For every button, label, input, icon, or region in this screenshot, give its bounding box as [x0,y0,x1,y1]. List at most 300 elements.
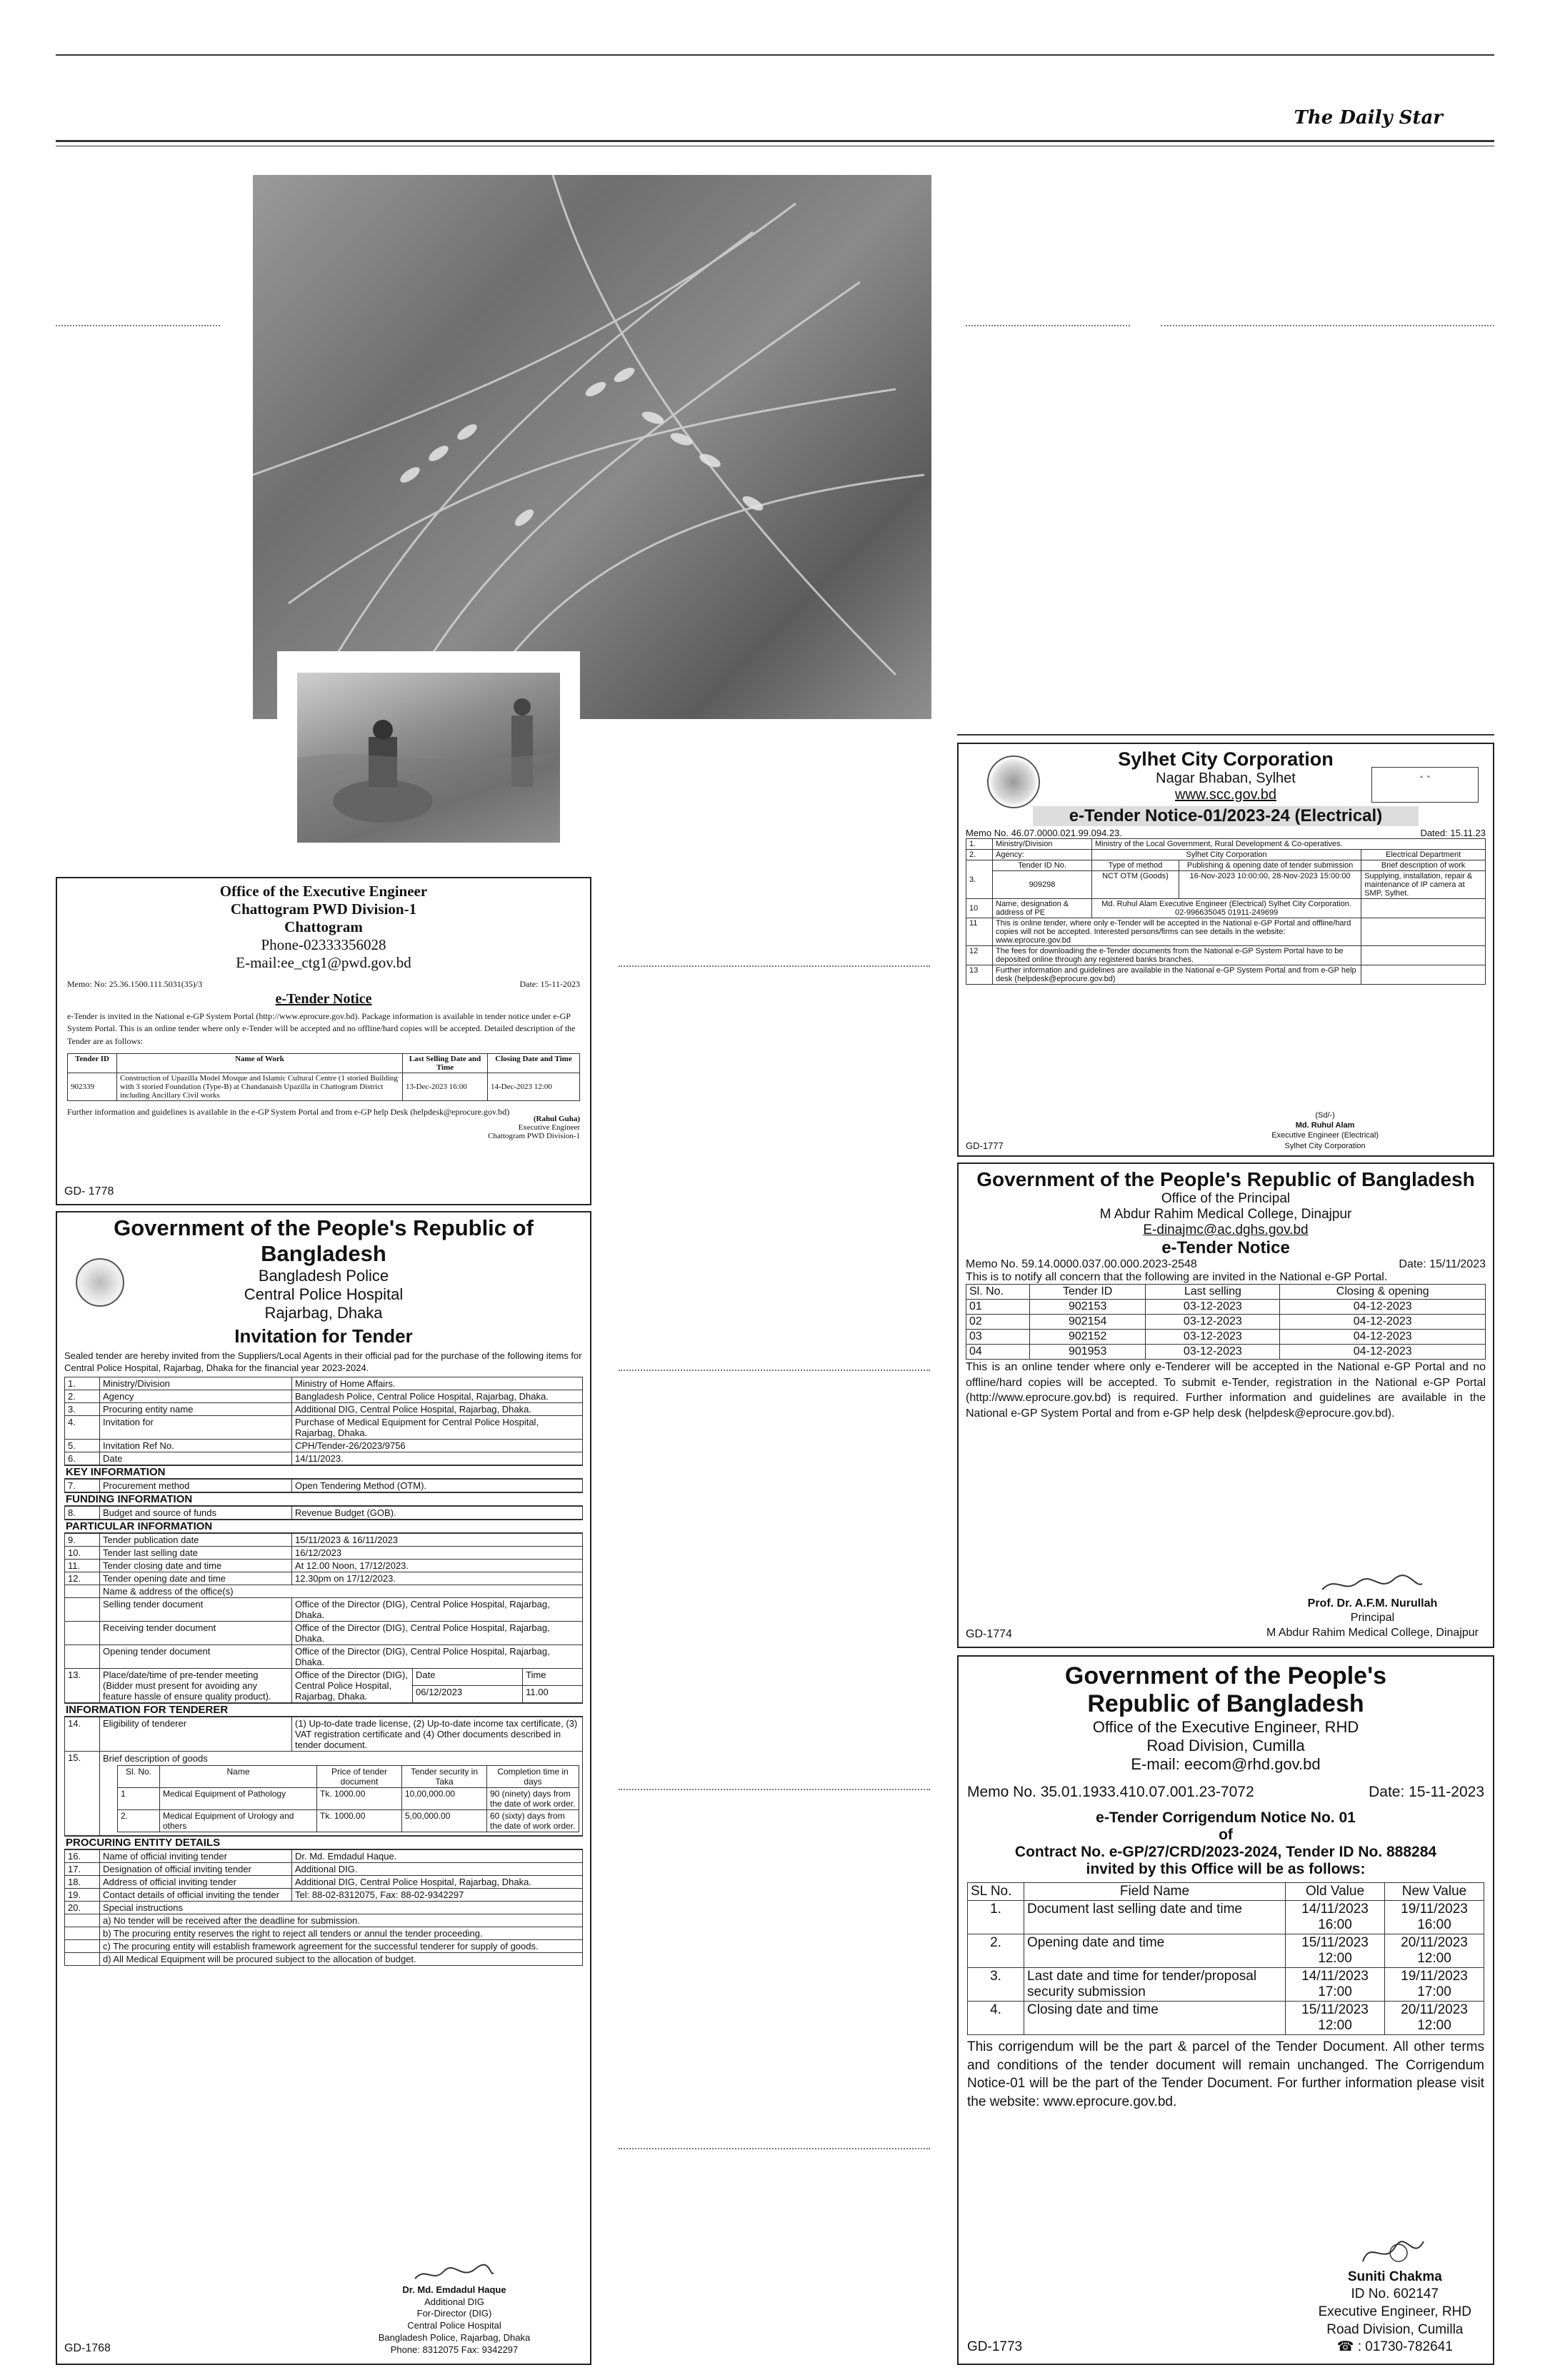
table-row [966,1330,1486,1345]
row-no: 11. [65,1559,100,1572]
hospital-name: Central Police Hospital [244,1285,404,1303]
cell-field: Last date and time for tender/proposal security submission [1024,1968,1286,2002]
goods-table [117,1765,579,1832]
table-row [966,1345,1486,1360]
row-value: Tel: 88-02-8312075, Fax: 88-02-9342297 [292,1888,583,1901]
sylhet-table [966,838,1486,985]
row-no: 3. [65,1402,100,1415]
ad-dinajpur-medical-college [957,1163,1494,1648]
column-rule [619,2148,930,2149]
table-row [65,1402,583,1415]
cell-old: 15/11/2023 12:00 [1286,1934,1385,1968]
cell-closing: 04-12-2023 [1280,1315,1486,1330]
closing: 14-Dec-2023 12:00 [488,1073,580,1101]
row-label: Address of official inviting tender [100,1875,292,1888]
ad-rhd-cumilla [957,1655,1494,2365]
row-no [65,1597,100,1621]
goods-col-sl: Sl. No. [118,1765,160,1787]
table-row [65,1585,583,1597]
signatory-phone: ☎ : 01730-782641 [1336,2339,1453,2355]
phone: Phone-02333356028 [261,936,386,953]
col-tender-id: Tender ID [68,1054,117,1073]
agency-name: Bangladesh Police [258,1267,389,1285]
row-no: 5. [65,1439,100,1452]
table-row [65,1862,583,1875]
row-value: 14/11/2023. [292,1452,583,1465]
row-no: 1. [65,1377,100,1390]
row-no: 11 [966,918,993,946]
row-value: At 12.00 Noon, 17/12/2023. [292,1559,583,1572]
row-no: 1. [966,839,993,850]
goods-sl: 2. [118,1809,160,1832]
cell-last-selling: 03-12-2023 [1146,1345,1280,1360]
table-row [966,965,1486,985]
memo-no: Memo No. 59.14.0000.037.00.000.2023-2548 [966,1258,1197,1270]
table-row [65,1506,583,1519]
section-key-info: KEY INFORMATION [64,1465,583,1479]
signatory-line: Executive Engineer, RHD [1318,2304,1471,2319]
corrigendum-table [967,1882,1484,2035]
table-row [966,871,1486,899]
special-instruction: d) All Medical Equipment will be procured subject to the allocation of budget. [100,1952,583,1965]
row-label: Name, designation & address of PE [993,899,1092,918]
cell-old: 14/11/2023 16:00 [1286,1901,1385,1934]
row-label: Contact details of official inviting the tender [100,1888,292,1901]
slogan-box: “ ⁠⁠ ” [1371,767,1479,803]
col-tender-id: Tender ID [1030,1285,1146,1300]
method: NCT OTM (Goods) [1092,871,1179,899]
scc-logo-icon [987,755,1040,808]
table-row [65,1390,583,1402]
goods-price: Tk. 1000.00 [317,1809,402,1832]
office-name: Office of the Executive Engineer, RHD [1092,1718,1359,1736]
table-row [966,839,1486,850]
signatory-line: Central Police Hospital [407,2320,501,2331]
goods-col-name: Name [160,1765,317,1787]
gov-title-1: Government of the People's [1064,1662,1387,1689]
goods-security: 5,00,000.00 [402,1809,487,1832]
further-info: Further information and guidelines is available in the e-GP System Portal and from e-GP help Desk (helpdesk@eprocure.gov.bd) [67,1107,510,1118]
masthead-rule-1 [56,140,1494,142]
row-no: 20. [65,1901,100,1914]
row-label: Date [100,1452,292,1465]
cell-last-selling: 03-12-2023 [1146,1315,1280,1330]
column-rule [1161,325,1494,326]
signature-scribble-icon [347,2263,561,2284]
row-no: 2. [966,850,993,860]
table-row [65,1572,583,1585]
gov-title-2: Republic of Bangladesh [1087,1690,1364,1717]
table-row [65,1533,583,1546]
row-value: Office of the Director (DIG), Central Police Hospital, Rajarbag, Dhaka. [292,1621,583,1645]
work-description: Supplying, installation, repair & maintenance of IP camera at SMP, Sylhet. [1361,871,1486,899]
row-label: Procuring entity name [100,1402,292,1415]
cell-sl: 02 [966,1315,1030,1330]
table-row [65,1479,583,1492]
signatory-line: Additional DIG [424,2296,484,2307]
signatory-line: M Abdur Rahim Medical College, Dinajpur [1266,1627,1479,1640]
row-value: CPH/Tender-26/2023/9756 [292,1439,583,1452]
col-header: Tender ID No. [993,860,1092,871]
ad-chattogram-pwd [56,877,591,1205]
col-closing: Closing & opening [1280,1285,1486,1300]
meeting-time-header: Time [523,1669,582,1686]
table-row [968,1934,1484,1968]
cell-sl: 01 [966,1300,1030,1315]
notice-paragraph: e-Tender is invited in the National e-GP System Portal (http://www.eprocure.gov.bd). Package information is available in tender notice under e-GP System Portal. This is an online tender where only e-Tender will be accepted and no offline/hard copies will be accepted. Detailed description of the Tender are as follows: [67,1011,576,1046]
row-no: 7. [65,1479,100,1492]
col-field: Field Name [1024,1883,1286,1901]
column-rule [619,1789,930,1790]
row-value: Further information and guidelines are available in the National e-GP System Portal and from e-GP help desk (helpdesk@eprocure.gov.bd) [993,965,1361,985]
table-row [65,1621,583,1645]
signatory-office: Chattogram PWD Division-1 [488,1132,580,1141]
row-no: 14. [65,1717,100,1751]
row-no: 8. [65,1506,100,1519]
office-header: Name & address of the office(s) [100,1585,583,1597]
row-value: Sylhet City Corporation [1092,850,1361,860]
cell-new: 19/11/2023 17:00 [1385,1968,1484,2002]
email: E-mail:ee_ctg1@pwd.gov.bd [236,954,411,971]
row-value: Office of the Director (DIG), Central Police Hospital, Rajarbag, Dhaka. [292,1645,583,1668]
row-label: Designation of official inviting tender [100,1862,292,1875]
table-row [968,1901,1484,1934]
row-value: Revenue Budget (GOB). [292,1506,583,1519]
college-name: M Abdur Rahim Medical College, Dinajpur [1099,1207,1352,1222]
special-instruction: b) The procuring entity reserves the right to reject all tenders or annul the tender proceeding. [100,1927,583,1939]
cell-last-selling: 03-12-2023 [1146,1300,1280,1315]
section-funding: FUNDING INFORMATION [64,1492,583,1506]
division-name: Chattogram PWD Division-1 [230,900,417,918]
gd-number: GD- 1778 [64,1185,114,1197]
table-row [966,899,1486,918]
row-value: This is online tender, where only e-Tender will be accepted in the National e-GP Portal and offline/hard copies will not be accepted. Interested persons/firms can see details in the website: www.eprocure.gov.bd [993,918,1361,946]
row-value: Purchase of Medical Equipment for Central Police Hospital, Rajarbag, Dhaka. [292,1415,583,1439]
row-value: Additional DIG, Central Police Hospital, Rajarbag, Dhaka. [292,1402,583,1415]
city: Chattogram [284,918,363,935]
special-instruction: a) No tender will be received after the deadline for submission. [100,1914,583,1927]
gd-number: GD-1768 [64,2342,111,2354]
goods-col-price: Price of tender document [317,1765,402,1787]
table-row [65,1875,583,1888]
tender-table [67,1053,580,1101]
meeting-time: 11.00 [523,1685,582,1702]
row-label: Tender publication date [100,1533,292,1546]
goods-name: Medical Equipment of Urology and others [160,1809,317,1832]
row-value: Md. Ruhul Alam Executive Engineer (Electrical) Sylhet City Corporation. 02-996635045 01911-249699 [1092,899,1361,918]
col-last-selling: Last selling [1146,1285,1280,1300]
email: E-mail: eecom@rhd.gov.bd [1131,1755,1321,1773]
table-row [65,1415,583,1439]
notify-text: This is to notify all concern that the following are invited in the National e-GP Portal. [966,1271,1388,1283]
row-no [65,1621,100,1645]
cell-sl: 1. [968,1901,1024,1934]
division-name: Road Division, Cumilla [1146,1737,1305,1754]
meeting-place: Office of the Director (DIG), Central Police Hospital, Rajarbag, Dhaka. [292,1669,413,1702]
row-label: Procurement method [100,1479,292,1492]
signatory-line: Principal [1350,1612,1395,1625]
cell-old: 15/11/2023 12:00 [1286,2002,1385,2035]
row-value [292,1668,583,1702]
row-label: Invitation Ref No. [100,1439,292,1452]
column-rule [619,1370,930,1371]
signatory-designation: Executive Engineer [518,1123,580,1133]
row-value: The fees for downloading the e-Tender documents from the National e-GP System Portal have to be deposited online through any registered banks branches. [993,946,1361,965]
col-sl: Sl. No. [966,1285,1030,1300]
signatory-line: For-Director (DIG) [416,2308,492,2319]
cell-tender-id: 902154 [1030,1315,1146,1330]
info-table-d [64,1533,583,1703]
row-value: 15/11/2023 & 16/11/2023 [292,1533,583,1546]
signatory-line: (Sd/-) [1315,1110,1335,1120]
row-no [65,1645,100,1668]
police-emblem-icon [76,1258,124,1307]
gd-number: GD-1777 [966,1140,1004,1151]
info-table-f [64,1849,583,1966]
table-row [65,1888,583,1901]
cell-closing: 04-12-2023 [1280,1330,1486,1345]
goods-security: 10,00,000.00 [402,1787,487,1809]
corp-address: Nagar Bhaban, Sylhet [1156,770,1296,786]
top-rule [56,54,1494,56]
cell-sl: 04 [966,1345,1030,1360]
meeting-table [292,1669,582,1702]
col-new: New Value [1385,1883,1484,1901]
dated: Dated: 15.11.23 [1420,828,1486,838]
row-label: Budget and source of funds [100,1506,292,1519]
row-no: 10. [65,1546,100,1559]
info-table-c [64,1506,583,1520]
notice-title: e-Tender Notice [1161,1238,1290,1257]
date: Date: 15-11-2023 [519,979,580,989]
section-particular: PARTICULAR INFORMATION [64,1520,583,1533]
notice-title: Invitation for Tender [234,1325,413,1347]
info-table-b [64,1479,583,1492]
gd-number: GD-1774 [966,1628,1012,1640]
cell-tender-id: 901953 [1030,1345,1146,1360]
col-last-selling: Last Selling Date and Time [403,1054,488,1073]
row-label: Opening tender document [100,1645,292,1668]
row-no: 18. [65,1875,100,1888]
row-label: Agency [100,1390,292,1402]
col-old: Old Value [1286,1883,1385,1901]
table-row [966,918,1486,946]
cell-closing: 04-12-2023 [1280,1300,1486,1315]
table-row [65,1901,583,1914]
gov-title: Government of the People's Republic of Bangladesh [976,1168,1475,1190]
goods-completion: 60 (sixty) days from the date of work order. [487,1809,579,1832]
signatory-name: Prof. Dr. A.F.M. Nurullah [1307,1597,1438,1610]
signatory-line: Executive Engineer (Electrical) [1271,1131,1379,1140]
intro-paragraph: Sealed tender are hereby invited from the Suppliers/Local Agents in their official pad for the purchase of the following items for Central Police Hospital, Rajarbag, Dhaka for the financial year 2023-2024. [64,1350,582,1373]
col-header: Type of method [1092,860,1179,871]
row-label: Receiving tender document [100,1621,292,1645]
col-sl: SL No. [968,1883,1024,1901]
memo-no: Memo No. 46.07.0000.021.99.094.23. [966,828,1122,838]
date: Date: 15/11/2023 [1399,1258,1486,1270]
notice-paragraph: This is an online tender where only e-Tenderer will be accepted in the National e-GP Portal and no offline/hard copies will be accepted. To submit e-Tender, registration in the National e-GP Portal (http://www.eprocure.gov.bd) is required. Further information and guidelines are available in the National e-GP System Portal and from e-GP help desk (helpdesk@eprocure.gov.bd). [966,1361,1486,1420]
corp-website: www.scc.gov.bd [1175,787,1276,803]
row-value: Additional DIG. [292,1862,583,1875]
column-rule [56,325,220,326]
table-row [65,1559,583,1572]
signatory-name: Suniti Chakma [1347,2269,1442,2284]
row-value: 16/12/2023 [292,1546,583,1559]
meeting-date-header: Date [413,1669,523,1686]
row-label: Tender closing date and time [100,1559,292,1572]
notice-title: e-Tender Notice [275,991,372,1007]
dinajpur-table [966,1284,1486,1360]
table-row [65,1668,583,1702]
row-no: 6. [65,1452,100,1465]
table-row [118,1809,579,1832]
table-row [65,1927,583,1939]
cell-sl: 4. [968,2002,1024,2035]
column-rule [619,965,930,967]
col-header: Brief description of work [1361,860,1486,871]
row-no: 17. [65,1862,100,1875]
special-instruction: c) The procuring entity will establish framework agreement for the successful tenderer for supply of goods. [100,1939,583,1952]
row-value: (1) Up-to-date trade license, (2) Up-to-date income tax certificate, (3) VAT registration certificate and (4) Other documents described in tender document. [292,1717,583,1751]
row-label: Agency: [993,850,1092,860]
cell-new: 20/11/2023 12:00 [1385,2002,1484,2035]
row-no: 9. [65,1533,100,1546]
goods-sl: 1 [118,1787,160,1809]
table-row [966,946,1486,965]
goods-col-security: Tender security in Taka [402,1765,487,1787]
row-no: 13. [65,1668,100,1702]
row-value: Electrical Department [1361,850,1486,860]
table-row [65,1377,583,1390]
signatory-line: Bangladesh Police, Rajarbag, Dhaka [378,2332,531,2344]
row-no: 4. [65,1415,100,1439]
row-no: 12. [65,1572,100,1585]
signature-block [347,2263,561,2356]
row-label: Special instructions [100,1901,583,1914]
row-label: Ministry/Division [100,1377,292,1390]
corrigendum-title: e-Tender Corrigendum Notice No. 01 [1096,1809,1356,1826]
cell-new: 19/11/2023 16:00 [1385,1901,1484,1934]
cell-old: 14/11/2023 17:00 [1286,1968,1385,2002]
row-label: Brief description of goods [103,1752,208,1764]
signatory-line: Phone: 8312075 Fax: 9342297 [390,2344,519,2356]
table-row [118,1787,579,1809]
row-no: 16. [65,1849,100,1862]
memo-no: Memo No. 35.01.1933.410.07.001.23-7072 [967,1784,1254,1800]
table-row [966,1315,1486,1330]
corrigendum-of: of [1219,1827,1233,1843]
email: E-dinajmc@ac.dghs.gov.bd [1143,1222,1309,1237]
table-row [65,1546,583,1559]
row-label: Tender opening date and time [100,1572,292,1585]
info-table-a [64,1377,583,1465]
work-name: Construction of Upazilla Model Mosque and Islamic Cultural Centre (1 storied Building with 3 storied Foundation (Type-B) at Chandanaish Upazilla in Chattogram District including Ancillary Civil works [117,1073,403,1101]
notice-paragraph: This corrigendum will be the part & parcel of the Tender Document. All other terms and conditions of the tender document will remain unchanged. The Corrigendum Notice-01 will be the part of the Tender Document. For further information please visit the website: www.eprocure.gov.bd. [967,2039,1484,2109]
row-value: Ministry of Home Affairs. [292,1377,583,1390]
table-row [68,1073,580,1101]
col-closing: Closing Date and Time [488,1054,580,1073]
memo-no: Memo: No: 25.36.1500.111.5031(35)/3 [67,979,203,989]
table-row [65,1952,583,1965]
col-name-of-work: Name of Work [117,1054,403,1073]
row-label: Name of official inviting tender [100,1849,292,1862]
meeting-date: 06/12/2023 [413,1685,523,1702]
table-row [65,1751,583,1835]
section-procuring: PROCURING ENTITY DETAILS [64,1836,583,1849]
goods-name: Medical Equipment of Pathology [160,1787,317,1809]
row-label: Ministry/Division [993,839,1092,850]
cell-sl: 03 [966,1330,1030,1345]
cell-sl: 3. [968,1968,1024,2002]
cell-new: 20/11/2023 12:00 [1385,1934,1484,1968]
signatory-line: Sylhet City Corporation [1284,1141,1366,1150]
cell-last-selling: 03-12-2023 [1146,1330,1280,1345]
signature-scribble-icon [1266,1572,1479,1597]
location: Rajarbag, Dhaka [264,1304,383,1322]
cell-sl: 2. [968,1934,1024,1968]
publish-open-date: 16-Nov-2023 10:00:00, 28-Nov-2023 15:00:00 [1179,871,1361,899]
row-no: 3. [966,860,993,899]
notice-title: e-Tender Notice-01/2023-24 (Electrical) [1033,806,1419,826]
table-row [65,1645,583,1668]
tender-id: 909298 [993,871,1092,899]
office-name: Office of the Principal [1161,1191,1291,1206]
cell-closing: 04-12-2023 [1280,1345,1486,1360]
table-row [65,1597,583,1621]
row-no: 10 [966,899,993,918]
masthead: The Daily Star [1294,107,1443,129]
cell-field: Document last selling date and time [1024,1901,1286,1934]
tender-id: 902339 [68,1073,117,1101]
table-row [65,1849,583,1862]
village-work-photo [277,651,580,845]
ad-central-police-hospital [56,1211,591,2365]
gd-number: GD-1773 [967,2339,1023,2354]
signatory-line: ID No. 602147 [1351,2286,1439,2302]
row-no: 12 [966,946,993,965]
table-row [968,1968,1484,2002]
goods-price: Tk. 1000.00 [317,1787,402,1809]
signatory-name: Dr. Md. Emdadul Haque [402,2284,506,2295]
cell-tender-id: 902152 [1030,1330,1146,1345]
gov-title: Government of the People's Republic of Bangladesh [114,1215,534,1266]
row-label: Eligibility of tenderer [100,1717,292,1751]
row-no: 19. [65,1888,100,1901]
table-row [65,1439,583,1452]
row-value: Open Tendering Method (OTM). [292,1479,583,1492]
invited-by: invited by this Office will be as follows: [1086,1861,1366,1877]
table-row [65,1914,583,1927]
table-row [966,860,1486,871]
row-value: Bangladesh Police, Central Police Hospital, Rajarbag, Dhaka. [292,1390,583,1402]
signature-block [1319,2233,1471,2356]
goods-col-completion: Completion time in days [487,1765,579,1787]
cell-field: Closing date and time [1024,2002,1286,2035]
signatory-name: Md. Ruhul Alam [1295,1121,1355,1130]
table-row [968,2002,1484,2035]
corp-name: Sylhet City Corporation [1118,748,1334,770]
table-row [966,1300,1486,1315]
row-no: 13 [966,965,993,985]
row-no: 15. [65,1751,100,1835]
row-value: 12.30pm on 17/12/2023. [292,1572,583,1585]
table-row [65,1717,583,1751]
cell-tender-id: 902153 [1030,1300,1146,1315]
date: Date: 15-11-2023 [1369,1784,1484,1800]
row-value: Office of the Director (DIG), Central Police Hospital, Rajarbag, Dhaka. [292,1597,583,1621]
row-label: Selling tender document [100,1597,292,1621]
row-value: Ministry of the Local Government, Rural Development & Co-operatives. [1092,839,1486,850]
